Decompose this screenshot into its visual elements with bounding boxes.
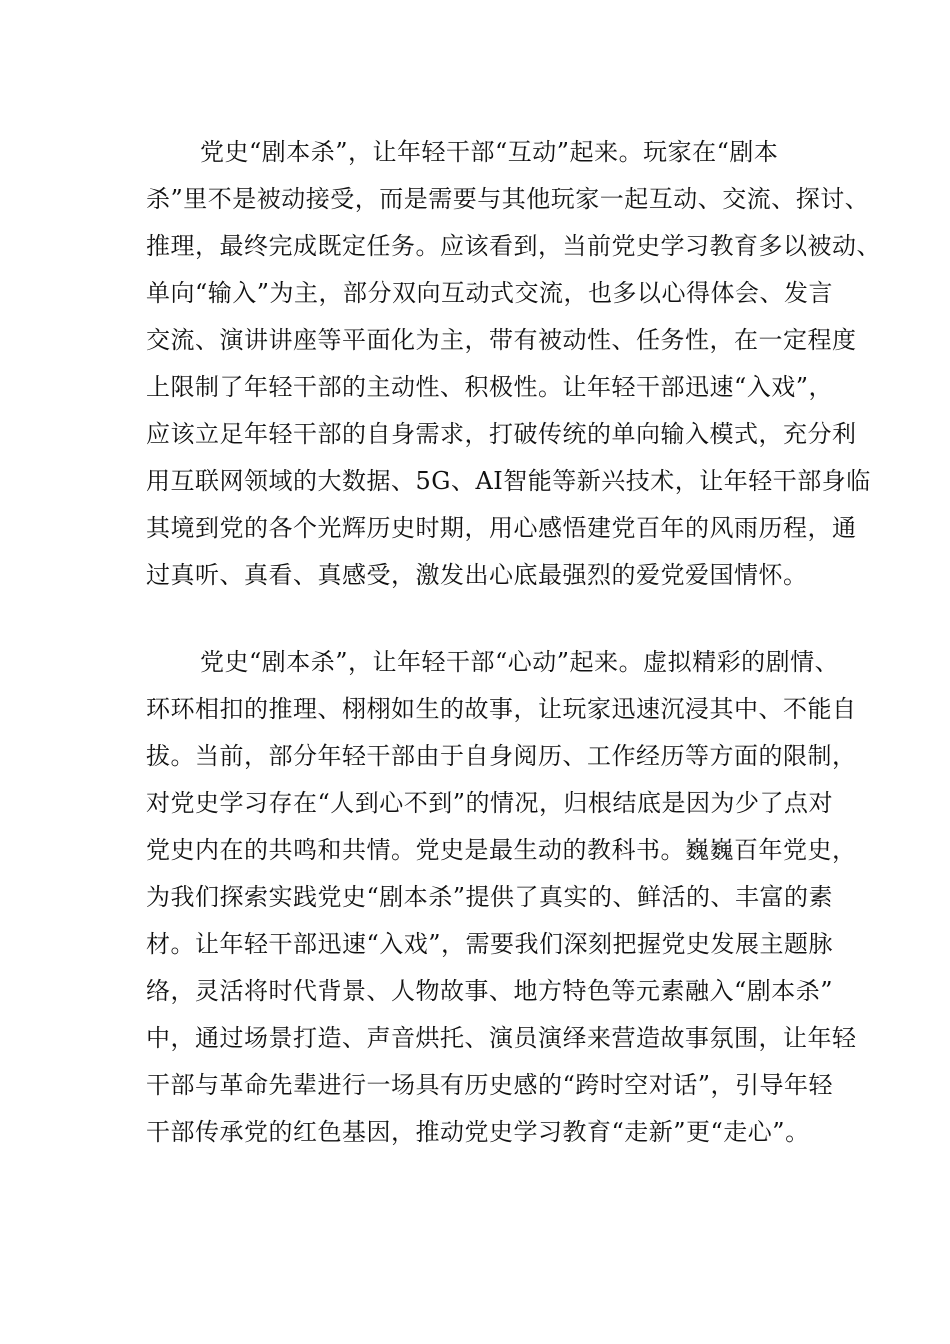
paragraph-emotion <box>146 639 857 1156</box>
paragraph-interaction <box>146 129 881 599</box>
text-line: 环环相扣的推理、栩栩如生的故事，让玩家迅速沉浸其中、不能自 <box>146 695 857 723</box>
text-line: 党史“剧本杀”，让年轻干部“互动”起来。玩家在“剧本 <box>200 138 779 166</box>
text-line: 干部与革命先辈进行一场具有历史感的“跨时空对话”，引导年轻 <box>146 1071 834 1099</box>
text-line: 上限制了年轻干部的主动性、积极性。让年轻干部迅速“入戏”， <box>146 373 834 401</box>
text-line: 拔。当前，部分年轻干部由于自身阅历、工作经历等方面的限制， <box>146 742 857 770</box>
text-line: 应该立足年轻干部的自身需求，打破传统的单向输入模式，充分利 <box>146 420 857 448</box>
text-line: 杀”里不是被动接受，而是需要与其他玩家一起互动、交流、探讨、 <box>146 185 870 213</box>
text-line: 干部传承党的红色基因，推动党史学习教育“走新”更“走心”。 <box>146 1118 810 1146</box>
document-body <box>146 129 881 1156</box>
text-line: 党史内在的共鸣和共情。党史是最生动的教科书。巍巍百年党史， <box>146 836 857 864</box>
text-line: 为我们探索实践党史“剧本杀”提供了真实的、鲜活的、丰富的素 <box>146 883 834 911</box>
text-line: 络，灵活将时代背景、人物故事、地方特色等元素融入“剧本杀” <box>146 977 834 1005</box>
text-line: 党史“剧本杀”，让年轻干部“心动”起来。虚拟精彩的剧情、 <box>200 648 840 676</box>
text-line: 过真听、真看、真感受，激发出心底最强烈的爱党爱国情怀。 <box>146 561 808 589</box>
text-line: 推理，最终完成既定任务。应该看到，当前党史学习教育多以被动、 <box>146 232 881 260</box>
text-line: 对党史学习存在“人到心不到”的情况，归根结底是因为少了点对 <box>146 789 834 817</box>
text-line: 单向“输入”为主，部分双向互动式交流，也多以心得体会、发言 <box>146 279 834 307</box>
text-line: 交流、演讲讲座等平面化为主，带有被动性、任务性，在一定程度 <box>146 326 857 354</box>
text-line: 材。让年轻干部迅速“入戏”，需要我们深刻把握党史发展主题脉 <box>146 930 834 958</box>
text-line: 其境到党的各个光辉历史时期，用心感悟建党百年的风雨历程，通 <box>146 514 857 542</box>
text-line: 用互联网领域的大数据、5G、AI智能等新兴技术，让年轻干部身临 <box>146 467 871 495</box>
text-line: 中，通过场景打造、声音烘托、演员演绎来营造故事氛围，让年轻 <box>146 1024 857 1052</box>
